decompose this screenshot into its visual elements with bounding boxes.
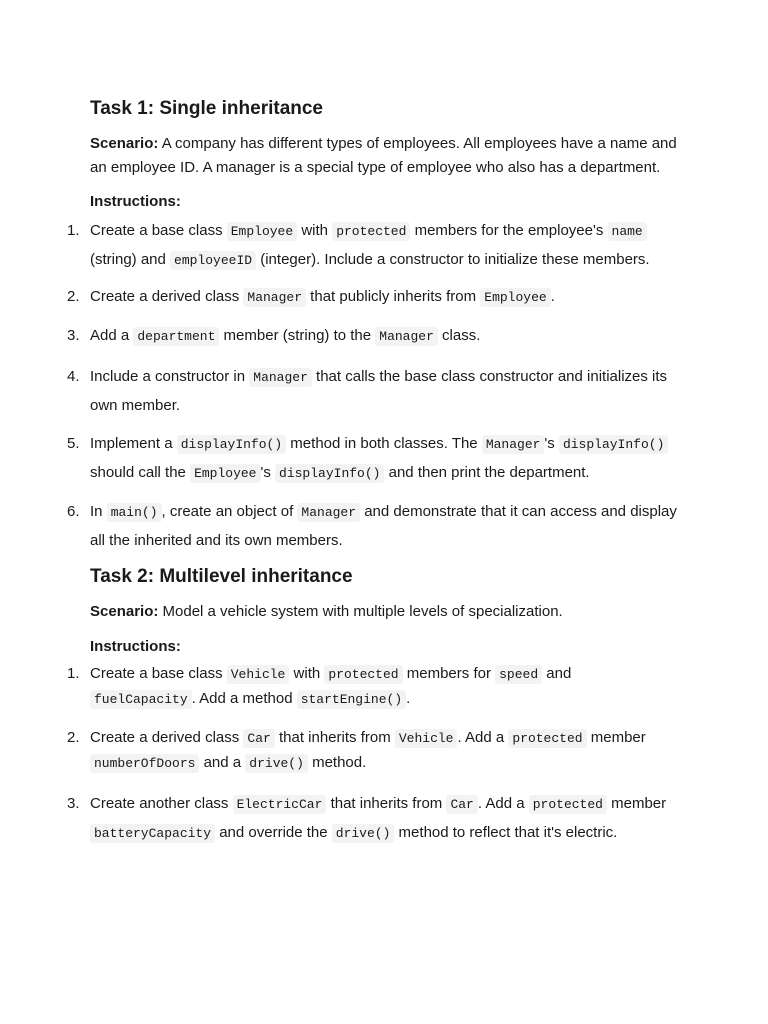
- task1-scenario-label: Scenario:: [90, 135, 159, 152]
- task2-instructions-label: Instructions:: [90, 637, 181, 655]
- task2-scenario-text: Model a vehicle system with multiple levels of specialization.: [158, 603, 563, 620]
- task2-scenario-label: Scenario:: [90, 603, 159, 620]
- list-item: 3. Create another class ElectricCar that inherits from Car . Add a protected member batteryCapacity and override the drive() method to reflect that it's electric.: [67, 794, 667, 841]
- task1-heading: Task 1: Single inheritance: [90, 98, 324, 119]
- document-page: [67, 97, 680, 858]
- list-item: 1. Create a base class Employee with protected members for the employee's name (string) and employeeID (integer). Include a constructor to initialize these members.: [67, 222, 650, 268]
- task2-instructions-list: [67, 662, 680, 848]
- list-item: 4. Include a constructor in Manager that calls the base class constructor and initializes its own member.: [67, 368, 668, 414]
- task1-scenario-text: A company has different types of employees. All employees have a name and an employee ID. A manager is a special type of employee who also has a department.: [90, 135, 677, 176]
- list-item: 3. Add a department member (string) to the Manager class.: [67, 327, 481, 344]
- task2-scenario: [90, 600, 680, 624]
- list-item: 1. Create a base class Vehicle with protected members for speed and fuelCapacity . Add a method startEngine() .: [67, 664, 572, 707]
- task1-instructions-label: Instructions:: [90, 193, 181, 210]
- list-item: 2. Create a derived class Manager that publicly inherits from Employee .: [67, 288, 555, 305]
- list-item: 5. Implement a displayInfo() method in both classes. The Manager 's displayInfo() should call the Employee 's displayInfo() and then print the department.: [90, 430, 680, 488]
- task2-heading: Task 2: Multilevel inheritance: [90, 566, 353, 587]
- list-item: 6. In main() , create an object of Manager and demonstrate that it can access and display all the inherited and its own members.: [67, 503, 677, 549]
- list-item: 2. Create a derived class Car that inherits from Vehicle . Add a protected member numberOfDoors and a drive() method.: [67, 728, 646, 771]
- task1-instructions-list: [67, 217, 680, 555]
- task1-scenario: [90, 132, 680, 179]
